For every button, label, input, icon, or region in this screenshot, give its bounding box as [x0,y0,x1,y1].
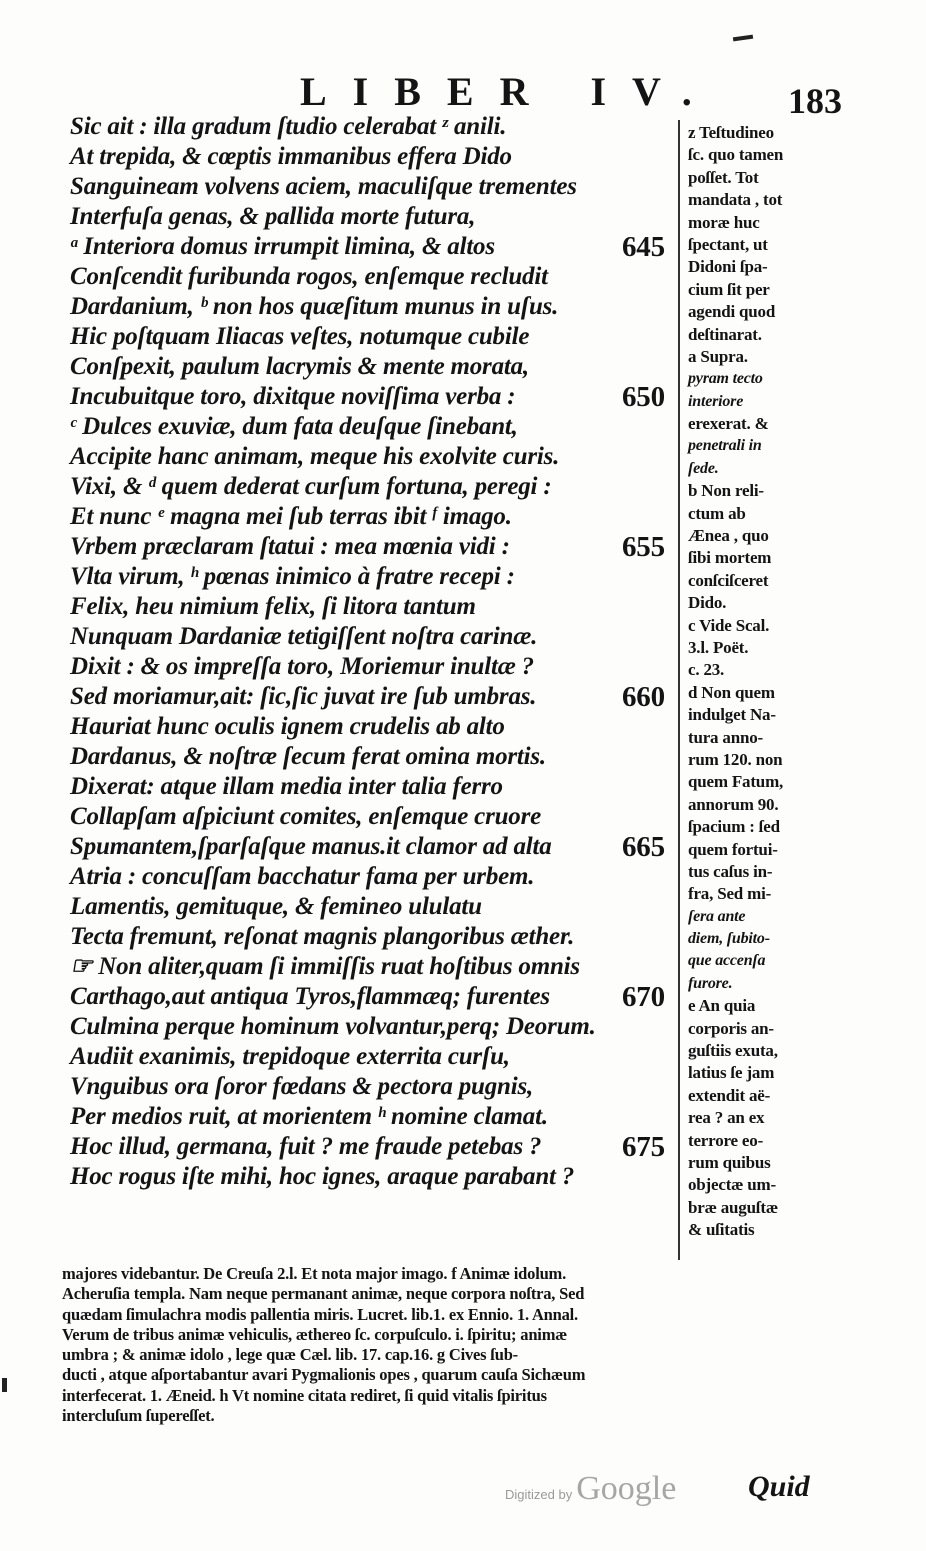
verse-line [70,202,700,232]
margin-note-line: que accenſa [688,952,766,970]
verse-text: ☞ Non aliter,quam ſi immiſſis ruat hoſtibus omnis [70,953,580,980]
footnote-line: intercluſum ſupereſſet. [62,1406,215,1426]
margin-note-line: a Supra. [688,346,748,366]
verse-text: Et nunc ᵉ magna mei ſub terras ibit ᶠ imago. [70,503,512,530]
running-header: LIBER IV. [300,69,718,114]
margin-note-line: bræ auguſtæ [688,1197,778,1217]
verse-line [70,1072,700,1102]
margin-note-line: cium ſit per [688,279,770,299]
verse-line [70,472,700,502]
margin-note-line: fra, Sed mi- [688,884,772,904]
verse-line [70,862,700,892]
margin-note-line: Didoni ſpa- [688,257,768,277]
verse-line [70,832,700,862]
margin-note-line: guſtiis exuta, [688,1041,778,1061]
margin-note-line: rea ? an ex [688,1108,765,1128]
verse-text: Lamentis, gemituque, & femineo ululatu [70,893,482,920]
margin-note-line: deſtinarat. [688,324,762,344]
verse-line [70,172,700,202]
verse-text: ᶜ Dulces exuviæ, dum fata deuſque ſinebant, [70,413,518,440]
verse-text: Carthago,aut antiqua Tyros,flammæq; furentes [70,983,550,1010]
verse-text: ᵃ Interiora domus irrumpit limina, & altos [70,233,495,260]
verse-text: Dardanus, & noſtræ ſecum ferat omina mortis. [70,743,546,770]
margin-note-line: tura anno- [688,727,763,747]
margin-note-line: c. 23. [688,660,725,680]
verse-line [70,982,700,1012]
margin-note-line: poſſet. Tot [688,167,759,187]
footnote-line: ducti , atque aſportabantur avari Pygmalionis opes , quarum cauſa Sichæum [62,1365,586,1385]
verse-text: Dixerat: atque illam media inter talia ferro [70,773,503,800]
verse-line [70,262,700,292]
verse-line [70,352,700,382]
verse-line [70,1162,700,1192]
verse-text: Collapſam aſpiciunt comites, enſemque cruore [70,803,542,830]
line-number: 675 [622,1131,665,1163]
verse-line [70,442,700,472]
verse-text: Hoc illud, germana, fuit ? me fraude petebas ? [70,1133,542,1160]
verse-line [70,1012,700,1042]
verse-text: Hoc rogus iſte mihi, hoc ignes, araque parabant ? [70,1163,575,1190]
verse-line [70,1042,700,1072]
margin-note-line: extendit aë- [688,1085,771,1105]
verse-line [70,742,700,772]
verse-text: Dardanium, ᵇ non hos quæſitum munus in uſus. [70,293,559,320]
verse-line [70,412,700,442]
verse-text: Conſpexit, paulum lacrymis & mente morata, [70,353,529,380]
margin-note-line: terrore eo- [688,1130,764,1150]
margin-note-line: quem Fatum, [688,772,784,792]
column-rule [678,120,680,1260]
google-logo: Google [576,1470,677,1507]
verse-line [70,712,700,742]
verse-text: Vlta virum, ʰ pœnas inimico à fratre recepi : [70,563,515,590]
margin-note-line: agendi quod [688,302,776,322]
verse-line [70,382,700,412]
verse-line [70,1132,700,1162]
margin-note-line: tus caſus in- [688,861,773,881]
margin-note-line: annorum 90. [688,794,779,814]
footnote-line: quædam ſimulachra modis pallentia miris. Lucret. lib.1. ex Ennio. 1. Annal. [62,1304,578,1324]
margin-note-line: conſciſceret [688,570,769,590]
footnote-line: interfecerat. 1. Æneid. h Vt nomine citata rediret, ſi quid vitalis ſpiritus [62,1385,547,1405]
digitization-watermark [505,1470,676,1508]
verse-text: Vrbem præclaram ſtatui : mea mœnia vidi : [70,533,510,560]
margin-note-line: mandata , tot [688,190,783,210]
margin-note-line: furore. [688,974,733,992]
line-number: 670 [622,981,665,1013]
footnote-line: Acheruſia templa. Nam neque permanant animæ, neque corpora noſtra, Sed [62,1284,585,1304]
verse-text: Dixit : & os impreſſa toro, Moriemur inultæ ? [70,653,534,680]
verse-line [70,502,700,532]
verse-line [70,532,700,562]
verse-line [70,322,700,352]
verse-line [70,112,700,142]
verse-text: Interfuſa genas, & pallida morte futura, [70,203,476,230]
margin-note-line: ſpectant, ut [688,234,768,254]
verse-line [70,292,700,322]
margin-note-line: erexerat. & [688,414,769,434]
verse-line [70,892,700,922]
margin-note-line: diem, ſubito- [688,930,770,948]
verse-text: Hic poſtquam Iliacas veſtes, notumque cubile [70,323,530,350]
margin-notes [688,122,838,1242]
verse-line [70,652,700,682]
margin-note-line: indulget Na- [688,705,776,725]
margin-note-line: corporis an- [688,1018,774,1038]
margin-note-line: 3.l. Poët. [688,637,749,657]
verse-text: Culmina perque hominum volvantur,perq; Deorum. [70,1013,596,1040]
footnotes [62,1264,822,1426]
ink-mark [733,35,753,42]
verse-line [70,682,700,712]
margin-note-line: interiore [688,392,744,410]
margin-note-line: objectæ um- [688,1175,776,1195]
line-number: 645 [622,231,665,263]
margin-note-line: ſede. [688,459,719,477]
verse-text: Vnguibus ora ſoror fœdans & pectora pugnis, [70,1073,534,1100]
margin-note-line: rum 120. non [688,749,783,769]
edge-mark [2,1378,7,1392]
verse-line [70,592,700,622]
margin-note-line: Ænea , quo [688,526,769,546]
verse-text: Felix, heu nimium felix, ſi litora tantum [70,593,476,620]
footnote-line: Verum de tribus animæ vehiculis, æthereo ſc. corpuſculo. i. ſpiritu; animæ [62,1324,567,1344]
margin-note-line: penetrali in [688,437,762,455]
margin-note-line: ſpacium : ſed [688,817,780,837]
line-number: 660 [622,681,665,713]
margin-note-line: e An quia [688,996,756,1016]
margin-note-line: b Non reli- [688,481,764,501]
line-number: 665 [622,831,665,863]
verse-text: Spumantem,ſparſaſque manus.it clamor ad alta [70,833,552,860]
verse-text: Tecta fremunt, reſonat magnis plangoribus æther. [70,923,575,950]
margin-note-line: latius ſe jam [688,1063,775,1083]
verse-text: Atria : concuſſam bacchatur fama per urbem. [70,863,535,890]
line-number: 655 [622,531,665,563]
catchword: Quid [748,1470,810,1503]
verse-text: Accipite hanc animam, meque his exolvite curis. [70,443,560,470]
margin-note-line: rum quibus [688,1152,771,1172]
verse-column [70,112,700,1192]
margin-note-line: moræ huc [688,212,760,232]
margin-note-line: Dido. [688,593,727,613]
verse-line [70,1102,700,1132]
margin-note-line: ſera ante [688,907,746,925]
margin-note-line: & uſitatis [688,1220,755,1240]
verse-text: Sic ait : illa gradum ſtudio celerabat ᶻ anili. [70,113,507,140]
margin-note-line: c Vide Scal. [688,615,770,635]
margin-note-line: d Non quem [688,682,775,702]
verse-text: Nunquam Dardaniæ tetigiſſent noſtra carinæ. [70,623,538,650]
margin-note-line: ſibi mortem [688,548,772,568]
verse-line [70,772,700,802]
verse-line [70,232,700,262]
verse-text: Sed moriamur,ait: ſic,ſic juvat ire ſub umbras. [70,683,537,710]
verse-text: Vixi, & ᵈ quem dederat curſum fortuna, peregi : [70,473,552,500]
verse-text: Conſcendit furibunda rogos, enſemque recludit [70,263,548,290]
verse-text: Sanguineam volvens aciem, maculiſque trementes [70,173,577,200]
verse-line [70,142,700,172]
verse-text: Hauriat hunc oculis ignem crudelis ab alto [70,713,505,740]
margin-note-line: pyram tecto [688,370,763,388]
verse-text: Audiit exanimis, trepidoque exterrita curſu, [70,1043,510,1070]
verse-line [70,922,700,952]
verse-line [70,802,700,832]
margin-note-line: quem fortui- [688,839,778,859]
margin-note-line: ctum ab [688,503,746,523]
watermark-prefix: Digitized by [505,1487,573,1502]
margin-note-line: z Teſtudineo [688,123,774,142]
line-number: 650 [622,381,665,413]
verse-line [70,622,700,652]
footnote-line: umbra ; & animæ idolo , lege quæ Cæl. lib. 17. cap.16. g Cives ſub- [62,1345,518,1365]
verse-text: Per medios ruit, at morientem ʰ nomine clamat. [70,1103,548,1130]
verse-line [70,952,700,982]
page-number: 183 [788,81,842,121]
verse-line [70,562,700,592]
margin-note-line: ſc. quo tamen [688,145,784,165]
verse-text: Incubuitque toro, dixitque noviſſima verba : [70,383,516,410]
verse-text: At trepida, & cœptis immanibus effera Dido [70,143,512,170]
footnote-line: majores videbantur. De Creuſa 2.l. Et nota major imago. f Animæ idolum. [62,1264,567,1283]
